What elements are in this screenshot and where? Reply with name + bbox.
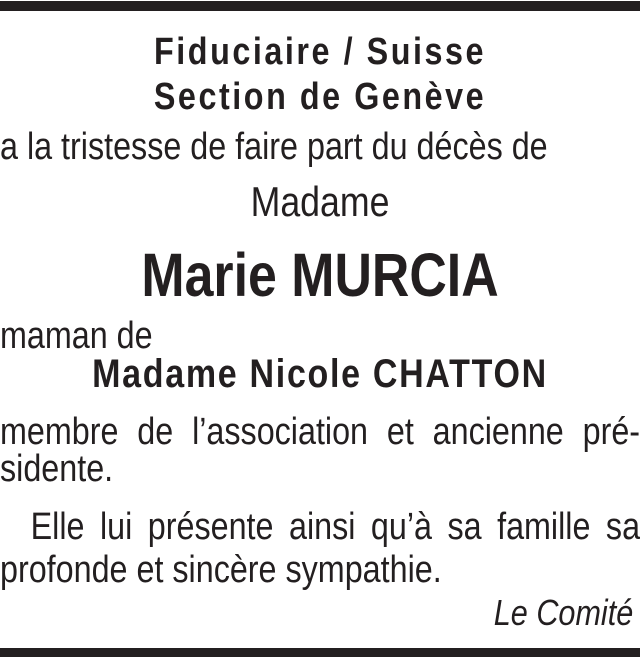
relative-name: Madame Nicole CHATTON [92, 352, 548, 396]
deceased-name: Marie MURCIA [141, 241, 499, 309]
relationship-text: maman de [0, 315, 153, 357]
condolence-line2: profonde et sincère sympathie. [0, 549, 442, 591]
organization-name-line2: Section de Genève [153, 76, 487, 118]
condolence-line1: Elle lui présente ainsi qu’à sa famille sa [30, 506, 640, 548]
role-description-line2: sidente. [0, 448, 114, 490]
signature-text: Le Comité [493, 592, 634, 633]
organization-name-line1: Fiduciaire / Suisse [153, 31, 487, 73]
announcement-text: a la tristesse de faire part du décès de [0, 126, 548, 168]
honorific-title: Madame [250, 178, 390, 225]
role-description-line1: membre de l’association et ancienne pré- [0, 411, 640, 453]
bottom-rule [0, 648, 640, 657]
